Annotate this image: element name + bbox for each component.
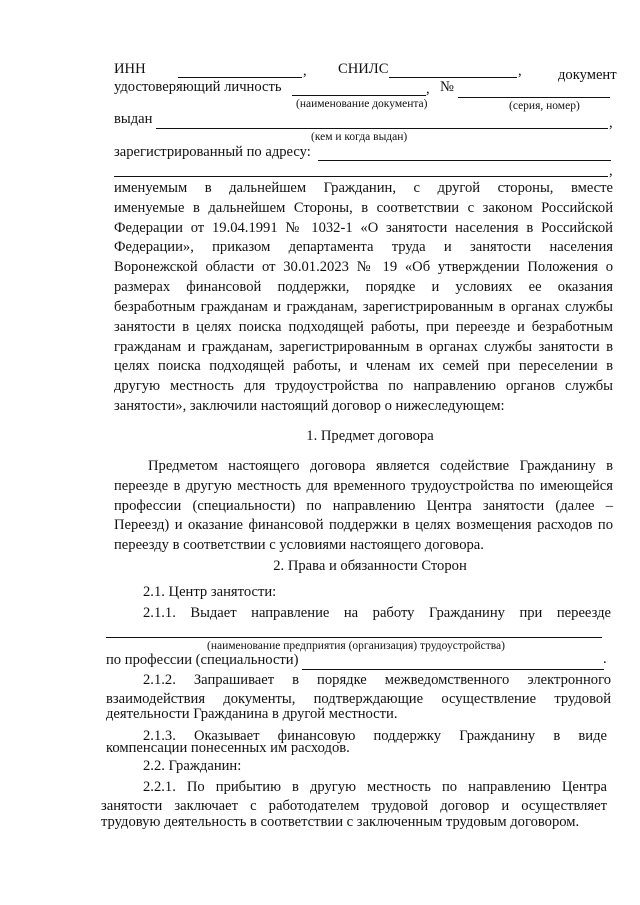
section-1-line: переезде в другую местность для временного трудоустройства по имеющейся — [114, 478, 613, 494]
issued-field-line — [156, 128, 608, 129]
preamble-last-line: занятости», заключили настоящий договор о нижеследующем: — [114, 398, 505, 414]
clause-2-2-1-last-line: трудовую деятельность в соответствии с заключенным трудовым договором. — [101, 814, 580, 830]
inn-label: ИНН — [114, 61, 146, 77]
address-field-line-1 — [318, 160, 611, 161]
caption-issued: (кем и когда выдан) — [311, 131, 408, 143]
preamble-line: размерах финансовой поддержки, порядке и условиях ее оказания — [114, 279, 613, 295]
preamble-line: гражданам и гражданам, зарегистрированным в органах службы занятости в — [114, 339, 613, 355]
caption-series: (серия, номер) — [509, 100, 580, 112]
section-1-line: профессии (специальности) по направлению Центра занятости (далее – — [114, 498, 613, 514]
number-sign: № — [440, 79, 454, 95]
doc-number-field-line — [458, 97, 610, 98]
clause-2-1-2-line: 2.1.2. Запрашивает в порядке межведомственного электронного — [143, 672, 611, 688]
section-1-last-line: переезду в соответствии с условиями настоящего договора. — [114, 537, 484, 553]
period: . — [603, 651, 607, 667]
preamble-line: именуемые в дальнейшем Стороны, в соответствии с законом Российской — [114, 200, 613, 216]
clause-2-2-1-line: занятости заключает с работодателем трудовой договор и осуществляет — [101, 798, 607, 814]
preamble-line: Федерации от 19.04.1991 № 1032-1 «О занятости населения в Российской — [114, 220, 613, 236]
profession-label: по профессии (специальности) — [106, 652, 299, 668]
preamble-line: другую местность для трудоустройства по направлению органов службы — [114, 378, 613, 394]
preamble-line: целях поиска подходящей работы, и членам их семей при переселении в — [114, 358, 613, 374]
comma: , — [609, 115, 613, 131]
comma: , — [609, 163, 613, 179]
section-1-line: Переезд) и оказание финансовой поддержки в целях возмещения расходов по — [114, 517, 613, 533]
preamble-line: Федерации», приказом департамента труда и занятости населения — [114, 239, 613, 255]
caption-organization: (наименование предприятия (организация) трудоустройства) — [207, 640, 505, 652]
comma: , — [518, 63, 522, 79]
comma: , — [303, 63, 307, 79]
preamble-line: именуемым в дальнейшем Гражданин, с другой стороны, вместе — [114, 180, 613, 196]
doc-name-field-line — [292, 95, 426, 96]
organization-field-line — [106, 637, 602, 638]
clause-2-1-3-line: 2.1.3. Оказывает финансовую поддержку Гражданину в виде — [143, 728, 607, 744]
preamble-line: занятости в целях поиска подходящей работы, при переезде и безработным — [114, 319, 613, 335]
section-2-title: 2. Права и обязанности Сторон — [273, 558, 467, 574]
caption-doc-name: (наименование документа) — [296, 98, 428, 110]
preamble-line: Воронежской области от 30.01.2023 № 19 «Об утверждении Положения о — [114, 259, 613, 275]
id-doc-label: удостоверяющий личность — [114, 79, 282, 95]
section-1-title: 1. Предмет договора — [306, 428, 434, 444]
address-field-line-2 — [114, 176, 608, 177]
clause-2-1-2-last-line: деятельности Гражданина в другой местности. — [106, 706, 398, 722]
section-1-line: Предметом настоящего договора является содействие Гражданину в — [148, 458, 613, 474]
clause-2-1-2-line: взаимодействия документы, подтверждающие осуществление трудовой — [106, 691, 611, 707]
clause-2-1-1: 2.1.1. Выдает направление на работу Гражданину при переезде — [143, 605, 611, 621]
preamble-line: безработным гражданам и гражданам, зарегистрированным в органах службы — [114, 299, 613, 315]
clause-2-2: 2.2. Гражданин: — [143, 758, 242, 774]
document-label: документ — [558, 67, 617, 83]
address-label: зарегистрированный по адресу: — [114, 144, 311, 160]
clause-2-2-1-line: 2.2.1. По прибытию в другую местность по направлению Центра — [143, 779, 607, 795]
clause-2-1: 2.1. Центр занятости: — [143, 584, 277, 600]
snils-label: СНИЛС — [338, 61, 389, 77]
issued-label: выдан — [114, 111, 153, 127]
profession-field-line — [302, 669, 604, 670]
comma: , — [426, 81, 430, 97]
clause-2-1-3-last-line: компенсации понесенных им расходов. — [106, 740, 350, 756]
